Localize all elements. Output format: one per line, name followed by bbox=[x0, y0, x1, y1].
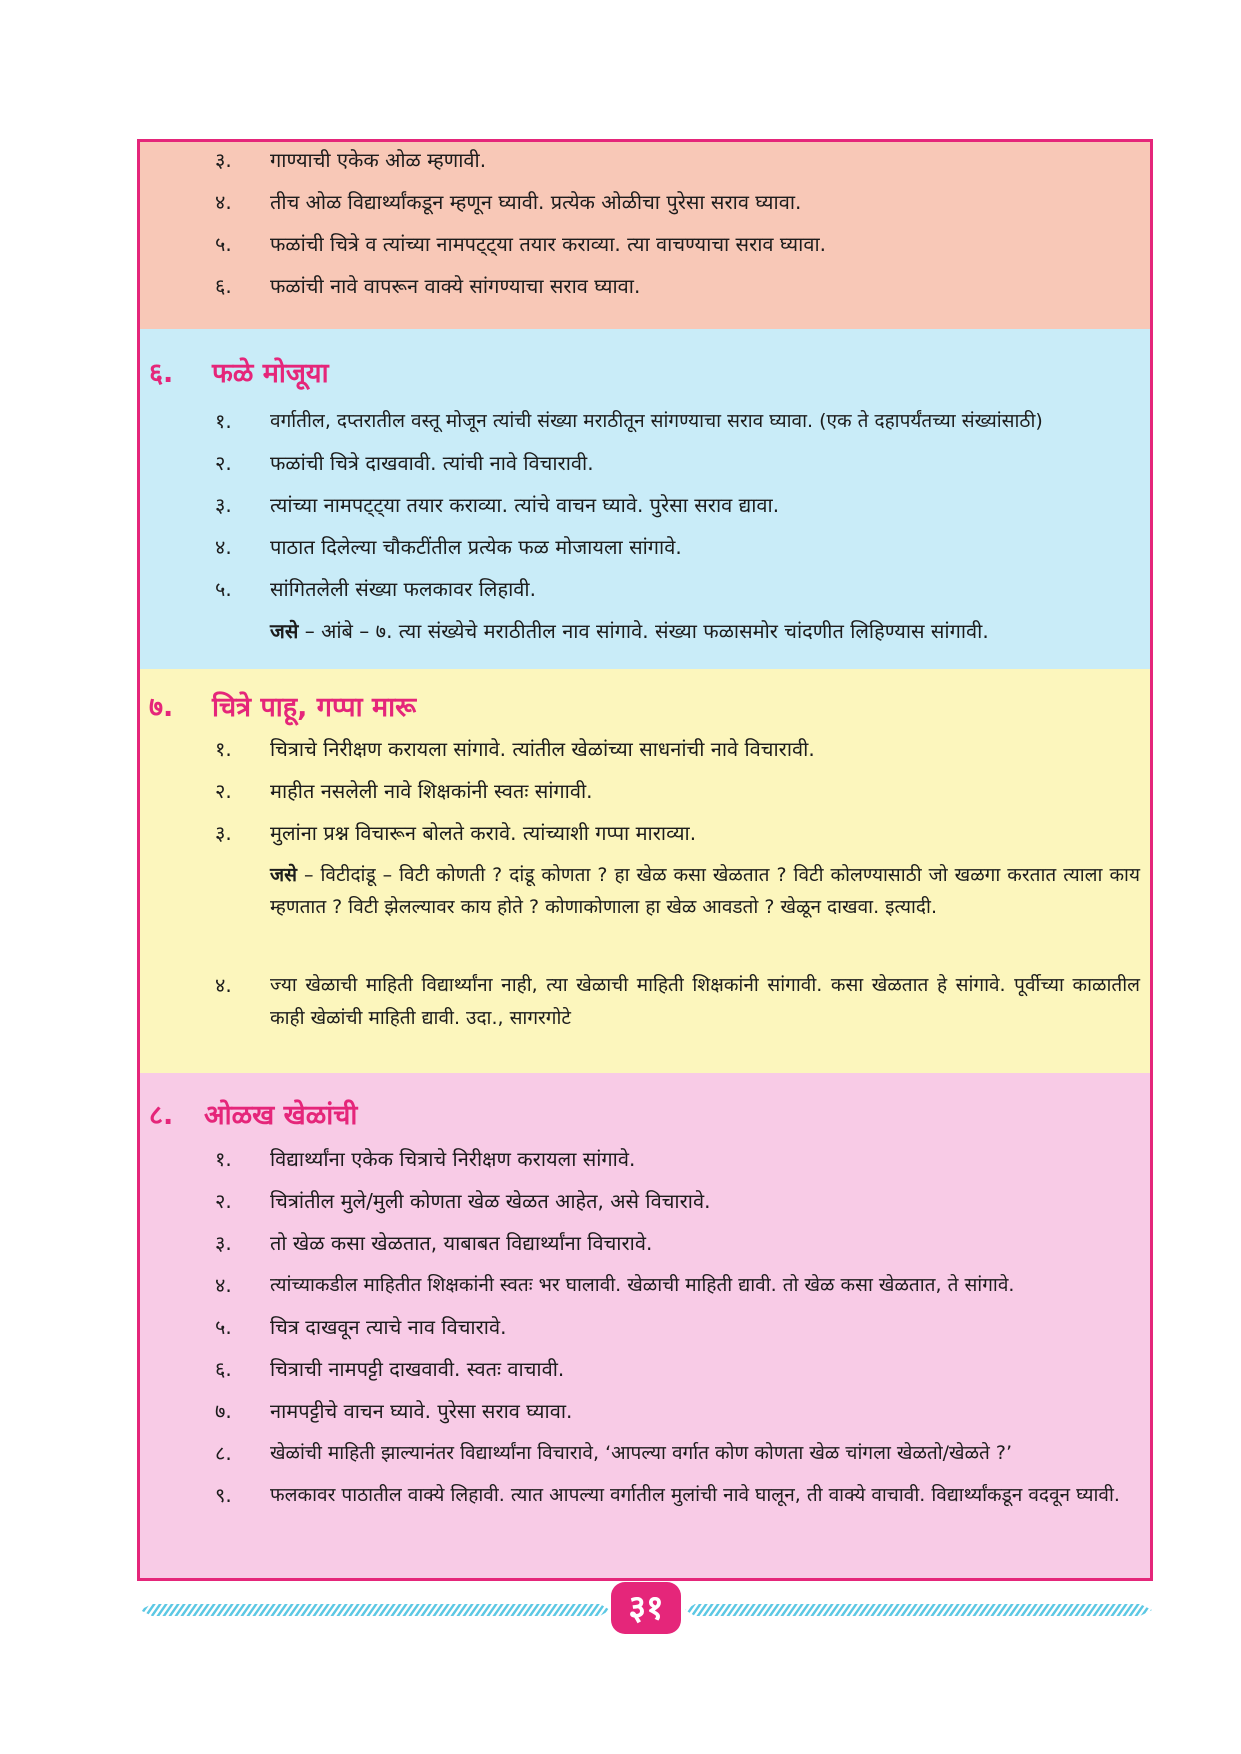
section-number: ८. bbox=[149, 1100, 174, 1131]
item-text: खेळांची माहिती झाल्यानंतर विद्यार्थ्यांना विचारावे, ‘आपल्या वर्गात कोण कोणता खेळ चांगला खेळतो/खेळते ?’ bbox=[270, 1442, 1013, 1464]
item-text: माहीत नसलेली नावे शिक्षकांनी स्वतः सांगावी. bbox=[270, 779, 593, 803]
item-text: विद्यार्थ्यांना एकेक चित्राचे निरीक्षण करायला सांगावे. bbox=[270, 1147, 636, 1171]
item-text: गाण्याची एकेक ओळ म्हणावी. bbox=[270, 148, 487, 172]
item-text: त्यांच्या नामपट्ट्या तयार कराव्या. त्यांचे वाचन घ्यावे. पुरेसा सराव द्यावा. bbox=[270, 493, 780, 517]
section-number: ६. bbox=[149, 358, 174, 389]
item-text: फळांची नावे वापरून वाक्ये सांगण्याचा सराव घ्यावा. bbox=[270, 274, 641, 298]
item-number: २. bbox=[215, 779, 232, 803]
item-text: सांगितलेली संख्या फलकावर लिहावी. bbox=[270, 577, 536, 601]
example-body: – विटीदांडू – विटी कोणती ? दांडू कोणता ? हा खेळ कसा खेळतात ? विटी कोलण्यासाठी जो खळगा करतात त्याला काय म्हणतात ? विटी झेलल्यावर काय होते ? कोणाकोणाला हा खेळ आवडतो ? खेळून दाखवा. इत्यादी. bbox=[270, 864, 1140, 918]
item-text: चित्राचे निरीक्षण करायला सांगावे. त्यांतील खेळांच्या साधनांची नावे विचारावी. bbox=[270, 737, 815, 761]
item-number: ८. bbox=[215, 1441, 232, 1465]
item-text: पाठात दिलेल्या चौकटींतील प्रत्येक फळ मोजायला सांगावे. bbox=[270, 535, 682, 559]
item-text: चित्रांतील मुले/मुली कोणता खेळ खेळत आहेत, असे विचारावे. bbox=[270, 1189, 711, 1213]
item-text: फलकावर पाठातील वाक्ये लिहावी. त्यात आपल्या वर्गातील मुलांची नावे घालून, ती वाक्ये वाचावी. विद्यार्थ्यांकडून वदवून घ्यावी. bbox=[270, 1484, 1120, 1506]
item-text: मुलांना प्रश्न विचारून बोलते करावे. त्यांच्याशी गप्पा माराव्या. bbox=[270, 821, 697, 845]
footer-stripe-left bbox=[140, 1604, 610, 1616]
item-number: १. bbox=[215, 409, 232, 433]
item-number: ५. bbox=[215, 577, 232, 601]
example-label: जसे bbox=[270, 864, 297, 886]
item-number: ४. bbox=[215, 190, 232, 214]
item-number: ६. bbox=[215, 274, 232, 298]
item-number: ५. bbox=[215, 1315, 232, 1339]
example-text bbox=[270, 615, 1140, 648]
item-text: तो खेळ कसा खेळतात, याबाबत विद्यार्थ्यांना विचारावे. bbox=[270, 1231, 653, 1255]
item-text: वर्गातील, दप्तरातील वस्तू मोजून त्यांची संख्या मराठीतून सांगण्याचा सराव घ्यावा. (एक ते दहापर्यंतच्या संख्यांसाठी) bbox=[270, 410, 1043, 432]
item-number: ३. bbox=[215, 148, 232, 172]
item-text: फळांची चित्रे दाखवावी. त्यांची नावे विचारावी. bbox=[270, 451, 594, 475]
section-title: ओळख खेळांची bbox=[204, 1100, 358, 1131]
item-text: तीच ओळ विद्यार्थ्यांकडून म्हणून घ्यावी. प्रत्येक ओळीचा पुरेसा सराव घ्यावा. bbox=[270, 190, 802, 214]
section-title: फळे मोजूया bbox=[212, 358, 329, 389]
item-number: १. bbox=[215, 1147, 232, 1171]
item-number: ९. bbox=[215, 1483, 232, 1507]
item-number: ३. bbox=[215, 1231, 232, 1255]
section-7 bbox=[140, 669, 1150, 1073]
item-text: नामपट्टीचे वाचन घ्यावे. पुरेसा सराव घ्यावा. bbox=[270, 1399, 573, 1423]
item-number: ४. bbox=[215, 973, 232, 997]
item-text: ज्या खेळाची माहिती विद्यार्थ्यांना नाही, त्या खेळाची माहिती शिक्षकांनी सांगावी. कसा खेळतात हे सांगावे. पूर्वीच्या काळातील काही खेळांची माहिती द्यावी. उदा., सागरगोटे bbox=[270, 974, 1140, 1029]
item-number: ३. bbox=[215, 493, 232, 517]
item-text: चित्र दाखवून त्याचे नाव विचारावे. bbox=[270, 1315, 507, 1339]
item-number: ५. bbox=[215, 232, 232, 256]
footer-stripe-right bbox=[685, 1604, 1152, 1616]
section-title: चित्रे पाहू, गप्पा मारू bbox=[212, 692, 417, 723]
page-number: ३१ bbox=[611, 1582, 681, 1634]
section-6 bbox=[140, 329, 1150, 669]
item-text: चित्राची नामपट्टी दाखवावी. स्वतः वाचावी. bbox=[270, 1357, 565, 1381]
page-frame bbox=[137, 139, 1153, 1581]
example-label: जसे bbox=[270, 619, 299, 643]
item-text: त्यांच्याकडील माहितीत शिक्षकांनी स्वतः भर घालावी. खेळाची माहिती द्यावी. तो खेळ कसा खेळतात, ते सांगावे. bbox=[270, 1274, 1015, 1296]
item-text: फळांची चित्रे व त्यांच्या नामपट्ट्या तयार कराव्या. त्या वाचण्याचा सराव घ्यावा. bbox=[270, 232, 826, 256]
example-text bbox=[270, 859, 1140, 923]
section-number: ७. bbox=[149, 692, 174, 723]
item-number: २. bbox=[215, 451, 232, 475]
section-8 bbox=[140, 1073, 1150, 1578]
section-continuation bbox=[140, 142, 1150, 329]
item-number: २. bbox=[215, 1189, 232, 1213]
item-number: ४. bbox=[215, 535, 232, 559]
item-number: ३. bbox=[215, 821, 232, 845]
item-number: ४. bbox=[215, 1273, 232, 1297]
example-body: – आंबे – ७. त्या संख्येचे मराठीतील नाव सांगावे. संख्या फळासमोर चांदणीत लिहिण्यास सांगावी. bbox=[298, 619, 989, 643]
item-number: १. bbox=[215, 737, 232, 761]
item-number: ६. bbox=[215, 1357, 232, 1381]
item-number: ७. bbox=[215, 1399, 232, 1423]
